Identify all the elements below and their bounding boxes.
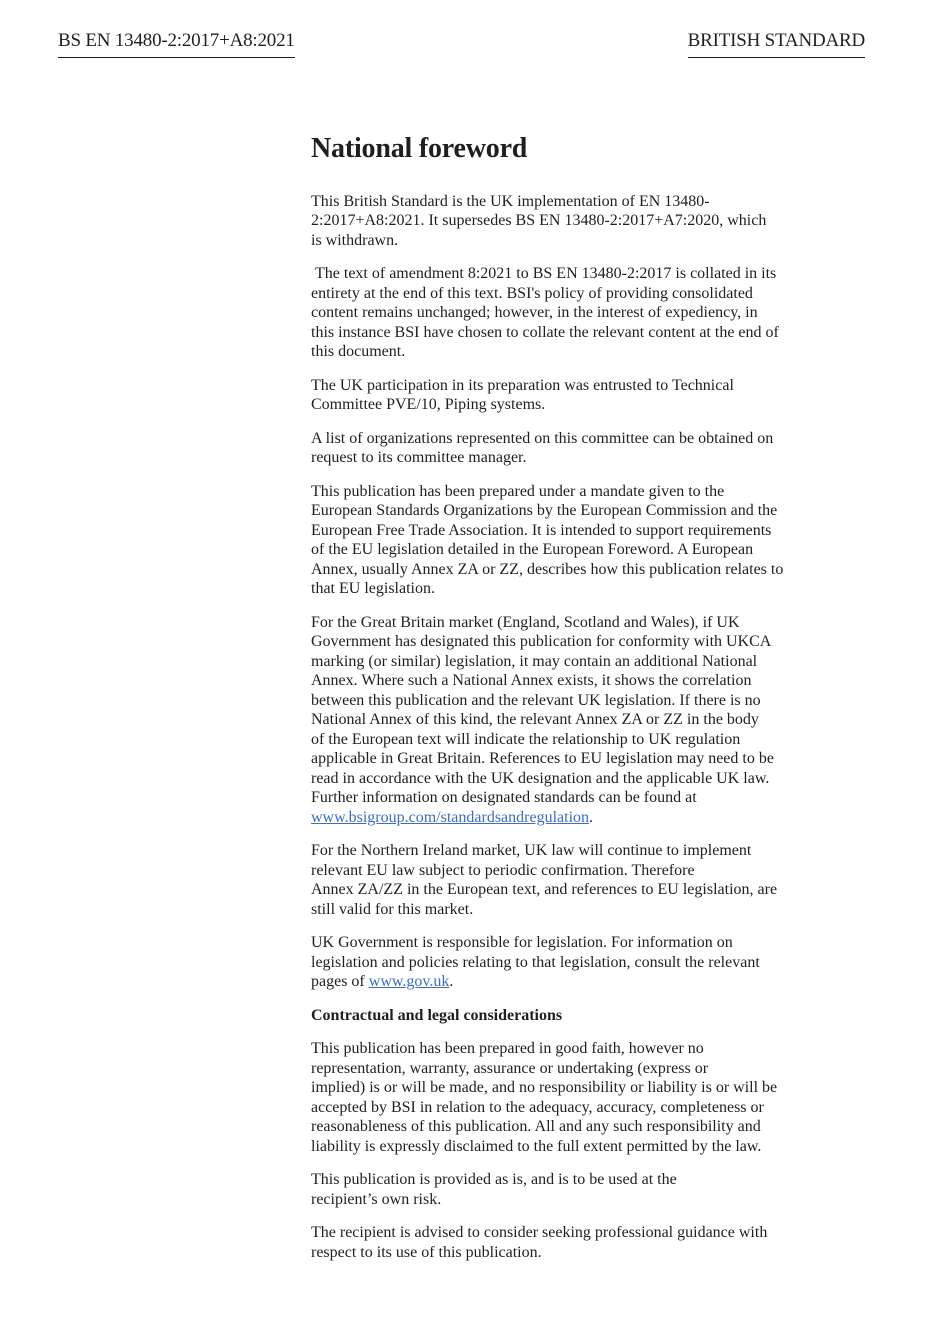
text-segment: of the European text will indicate the relationship to UK regulation xyxy=(311,730,741,748)
text-line xyxy=(311,448,865,468)
bsigroup-standards-link[interactable]: www.bsigroup.com/standardsandregulation xyxy=(311,808,590,826)
text-line xyxy=(311,376,865,396)
text-segment: request to its committee manager. xyxy=(311,449,527,467)
text-line xyxy=(311,953,865,973)
text-line xyxy=(311,211,865,231)
para-mandate xyxy=(311,482,865,599)
text-segment: representation, warranty, assurance or undertaking (express or xyxy=(311,1059,709,1077)
text-line xyxy=(311,730,865,750)
text-segment: relevant EU law subject to periodic confirmation. Therefore xyxy=(311,861,695,879)
text-line xyxy=(311,284,865,304)
text-segment: liability is expressly disclaimed to the full extent permitted by the law. xyxy=(311,1137,762,1155)
text-line xyxy=(311,933,865,953)
text-line xyxy=(311,429,865,449)
text-line xyxy=(311,1098,865,1118)
text-segment: This publication has been prepared under a mandate given to the xyxy=(311,482,725,500)
text-line xyxy=(311,900,865,920)
text-segment: This British Standard is the UK implementation of EN 13480- xyxy=(311,192,710,210)
text-segment: entirety at the end of this text. BSI's policy of providing consolidated xyxy=(311,284,753,302)
text-segment: between this publication and the relevant UK legislation. If there is no xyxy=(311,691,761,709)
text-line xyxy=(311,808,865,828)
text-line xyxy=(311,691,865,711)
text-segment: accepted by BSI in relation to the adequacy, accuracy, completeness or xyxy=(311,1098,764,1116)
para-professional-guidance xyxy=(311,1223,865,1262)
text-segment: recipient’s own risk. xyxy=(311,1190,442,1208)
text-segment: Annex, usually Annex ZA or ZZ, describes how this publication relates to xyxy=(311,560,784,578)
text-segment: European Standards Organizations by the European Commission and the xyxy=(311,502,778,520)
text-segment: reasonableness of this publication. All and any such responsibility and xyxy=(311,1118,761,1136)
text-line xyxy=(311,560,865,580)
standard-number-header: BS EN 13480-2:2017+A8:2021 xyxy=(58,30,295,58)
text-line xyxy=(311,579,865,599)
text-segment: 2:2017+A8:2021. It supersedes BS EN 13480-2:2017+A7:2020, which xyxy=(311,212,767,230)
text-segment: this document. xyxy=(311,343,406,361)
text-segment: This publication is provided as is, and is to be used at the xyxy=(311,1171,677,1189)
text-segment: of the EU legislation detailed in the European Foreword. A European xyxy=(311,541,754,559)
text-segment: UK Government is responsible for legislation. For information on xyxy=(311,934,733,952)
text-segment: National Annex of this kind, the relevant Annex ZA or ZZ in the body xyxy=(311,711,759,729)
text-line xyxy=(311,1223,865,1243)
para-amendment-collation xyxy=(311,264,865,362)
text-segment: Annex. Where such a National Annex exists, it shows the correlation xyxy=(311,672,752,690)
text-line xyxy=(311,540,865,560)
text-segment: Annex ZA/ZZ in the European text, and references to EU legislation, are xyxy=(311,881,778,899)
text-segment: is withdrawn. xyxy=(311,231,399,249)
text-line xyxy=(311,192,865,212)
text-segment: This publication has been prepared in good faith, however no xyxy=(311,1040,704,1058)
page-title: National foreword xyxy=(311,133,528,164)
publication-type-header: BRITISH STANDARD xyxy=(688,30,865,58)
text-line xyxy=(311,841,865,861)
para-provided-as-is xyxy=(311,1170,865,1209)
text-segment: Committee PVE/10, Piping systems. xyxy=(311,396,546,414)
text-segment: Further information on designated standards can be found at xyxy=(311,789,697,807)
para-organizations-list xyxy=(311,429,865,468)
text-line xyxy=(311,710,865,730)
text-line xyxy=(311,632,865,652)
text-line xyxy=(311,1190,865,1210)
text-segment: this instance BSI have chosen to collate the relevant content at the end of xyxy=(311,323,779,341)
text-line xyxy=(311,1137,865,1157)
text-line xyxy=(311,482,865,502)
para-implementation xyxy=(311,192,865,251)
text-line xyxy=(311,395,865,415)
text-line xyxy=(311,342,865,362)
text-segment: For the Northern Ireland market, UK law will continue to implement xyxy=(311,842,752,860)
text-line xyxy=(311,972,865,992)
text-line xyxy=(311,613,865,633)
text-segment: The UK participation in its preparation was entrusted to Technical xyxy=(311,376,734,394)
text-segment: that EU legislation. xyxy=(311,580,435,598)
text-line xyxy=(311,769,865,789)
para-uk-participation xyxy=(311,376,865,415)
text-line xyxy=(311,1078,865,1098)
text-line xyxy=(311,501,865,521)
text-line xyxy=(311,652,865,672)
text-line xyxy=(311,231,865,251)
text-line xyxy=(311,880,865,900)
text-segment: marking (or similar) legislation, it may contain an additional National xyxy=(311,652,758,670)
text-segment: pages of xyxy=(311,973,369,991)
para-northern-ireland-market xyxy=(311,841,865,919)
para-good-faith-disclaimer xyxy=(311,1039,865,1156)
text-segment: read in accordance with the UK designation and the applicable UK law. xyxy=(311,769,770,787)
text-segment: implied) is or will be made, and no responsibility or liability is or will be xyxy=(311,1079,778,1097)
text-line xyxy=(311,323,865,343)
text-line xyxy=(311,671,865,691)
text-line xyxy=(311,861,865,881)
text-line xyxy=(311,788,865,808)
govuk-link[interactable]: www.gov.uk xyxy=(368,973,450,991)
text-segment: The recipient is advised to consider seeking professional guidance with xyxy=(311,1224,768,1242)
text-line xyxy=(311,1170,865,1190)
text-segment: The text of amendment 8:2021 to BS EN 13480-2:2017 is collated in its xyxy=(311,265,777,283)
text-segment: content remains unchanged; however, in the interest of expediency, in xyxy=(311,304,758,322)
contractual-legal-heading: Contractual and legal considerations xyxy=(311,1006,563,1024)
text-line xyxy=(311,1059,865,1079)
text-segment: legislation and policies relating to that legislation, consult the relevant xyxy=(311,953,760,971)
document-body xyxy=(311,58,865,1262)
text-blocks xyxy=(311,192,865,1263)
text-line xyxy=(311,264,865,284)
para-great-britain-market xyxy=(311,613,865,828)
text-segment: still valid for this market. xyxy=(311,900,474,918)
text-line xyxy=(311,521,865,541)
text-line xyxy=(311,1117,865,1137)
text-segment: applicable in Great Britain. References to EU legislation may need to be xyxy=(311,750,774,768)
text-line xyxy=(311,749,865,769)
text-line xyxy=(311,303,865,323)
text-line xyxy=(311,1243,865,1263)
text-segment: . xyxy=(589,808,594,826)
text-segment: . xyxy=(449,973,454,991)
text-segment: Government has designated this publication for conformity with UKCA xyxy=(311,633,772,651)
page-header xyxy=(0,0,950,58)
text-segment: respect to its use of this publication. xyxy=(311,1243,542,1261)
text-segment: European Free Trade Association. It is intended to support requirements xyxy=(311,521,772,539)
text-line xyxy=(311,1039,865,1059)
text-segment: For the Great Britain market (England, Scotland and Wales), if UK xyxy=(311,613,740,631)
para-uk-government-legislation xyxy=(311,933,865,992)
text-segment: A list of organizations represented on this committee can be obtained on xyxy=(311,429,774,447)
